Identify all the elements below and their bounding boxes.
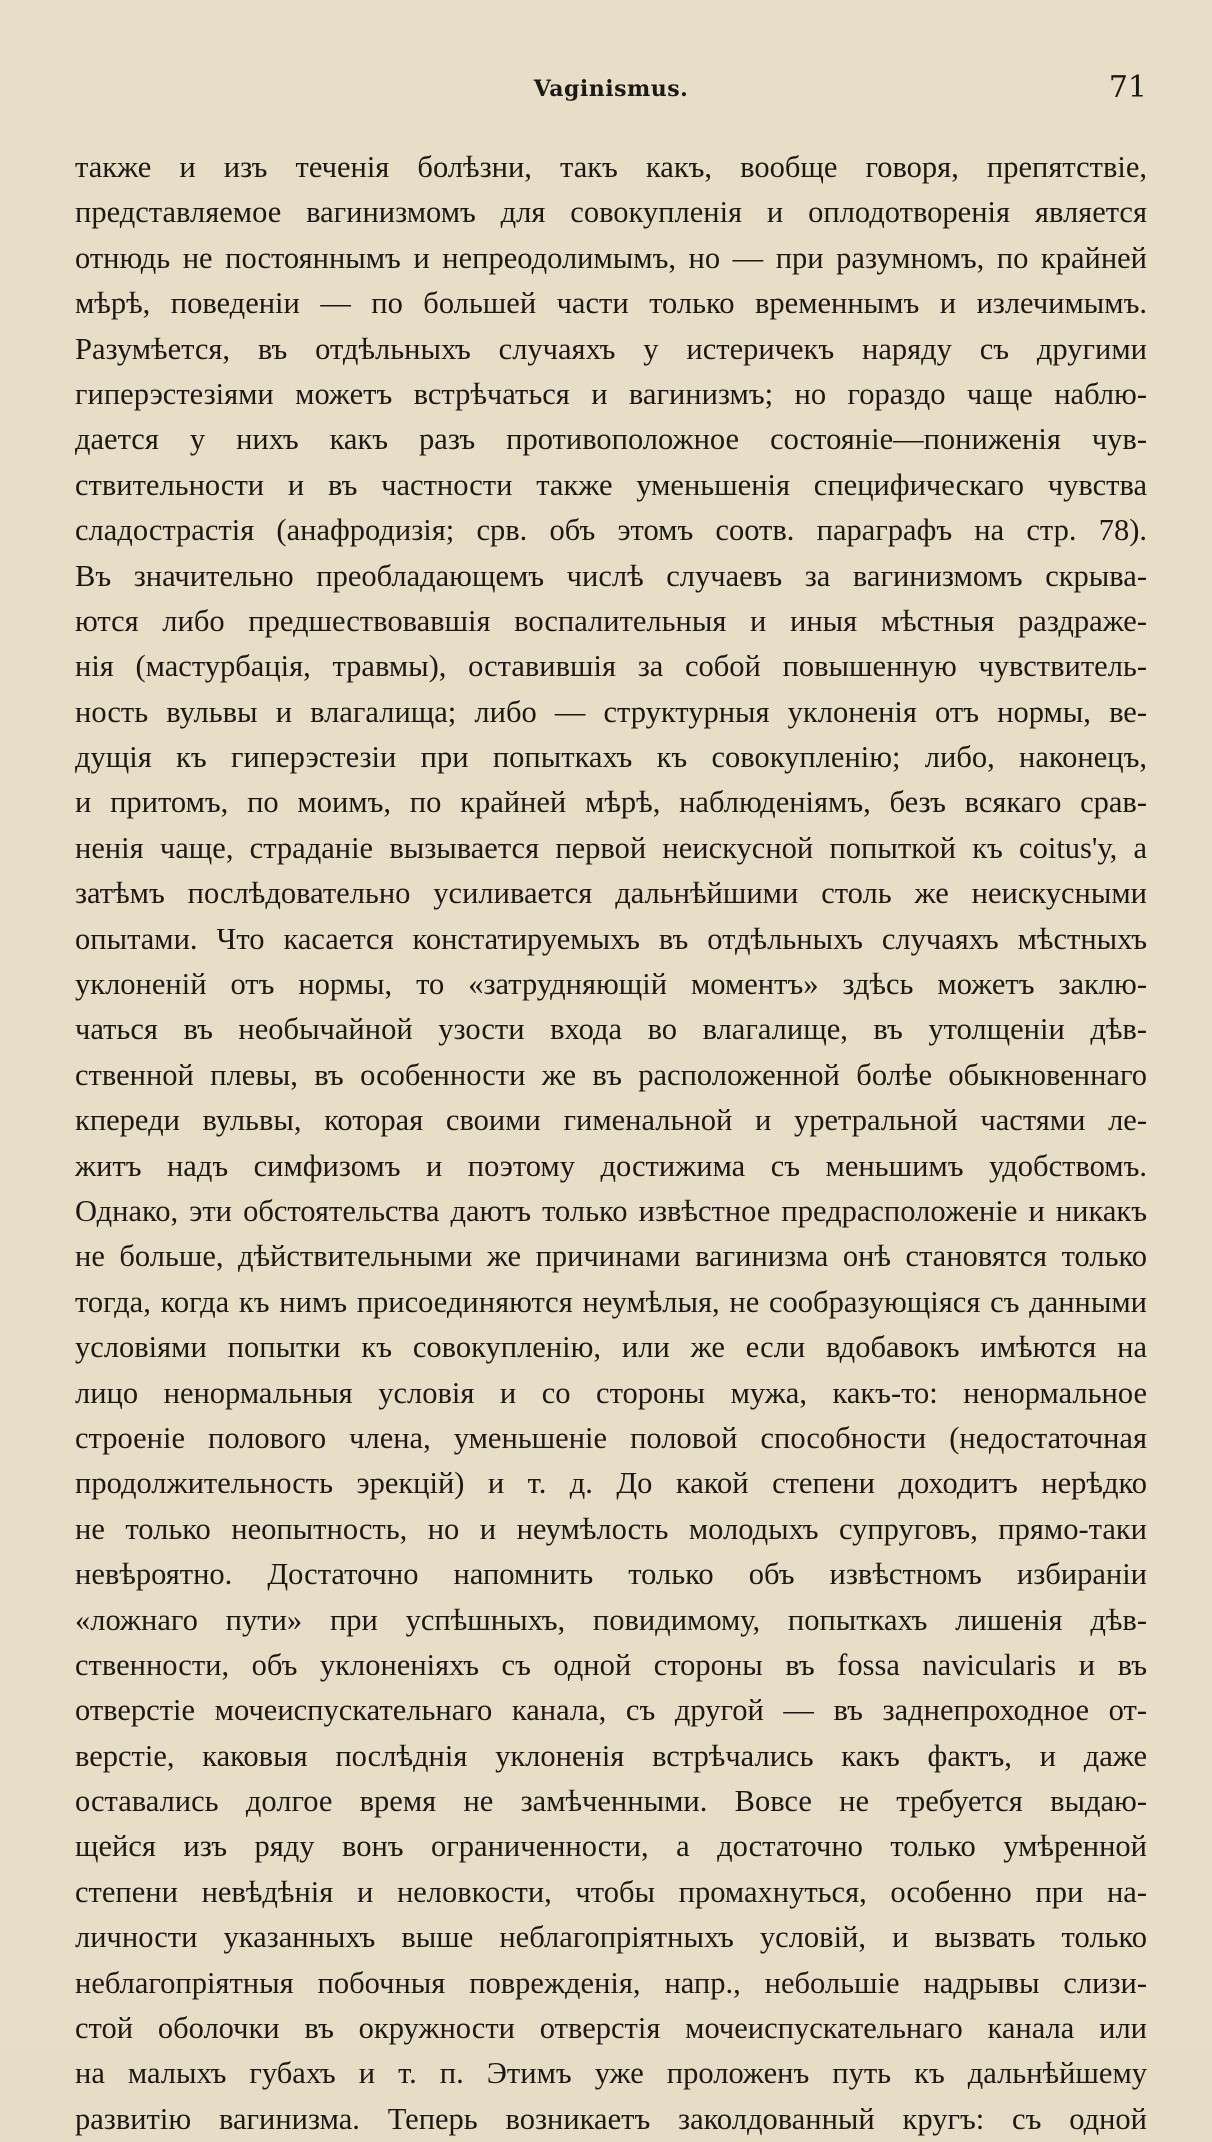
text-line: тогда, когда къ нимъ присоединяются неумѣлыя, не сообразующіяся съ данными xyxy=(75,1284,1147,1319)
text-line: затѣмъ послѣдовательно усиливается дальнѣйшими столь же неискусными xyxy=(75,876,1147,911)
text-line: гиперэстезіями можетъ встрѣчаться и вагинизмъ; но гораздо чаще наблю- xyxy=(75,376,1147,411)
text-line: отверстіе мочеиспускательнаго канала, съ другой — въ заднепроходное от- xyxy=(75,1693,1147,1728)
text-line: строеніе полового члена, уменьшеніе половой способности (недостаточная xyxy=(75,1420,1147,1455)
text-line: не больше, дѣйствительными же причинами вагинизма онѣ становятся только xyxy=(75,1239,1147,1274)
page-header xyxy=(75,70,1147,120)
text-line: ствительности и въ частности также уменьшенія специфическаго чувства xyxy=(75,467,1147,502)
text-line: Однако, эти обстоятельства даютъ только извѣстное предрасположеніе и никакъ xyxy=(75,1193,1147,1228)
text-line: развитію вагинизма. Теперь возникаетъ заколдованный кругъ: съ одной xyxy=(75,2101,1147,2136)
text-line: ственности, объ уклоненіяхъ съ одной стороны въ fossa navicularis и въ xyxy=(75,1647,1147,1682)
text-line: лицо ненормальныя условія и со стороны мужа, какъ-то: ненормальное xyxy=(75,1375,1147,1410)
text-line: нія (мастурбація, травмы), оставившія за собой повышенную чувствитель- xyxy=(75,649,1147,684)
text-line: щейся изъ ряду вонъ ограниченности, а достаточно только умѣренной xyxy=(75,1829,1147,1864)
text-line: и притомъ, по моимъ, по крайней мѣрѣ, наблюденіямъ, безъ всякаго срав- xyxy=(75,785,1147,820)
text-line: неблагопріятныя побочныя поврежденія, напр., небольшіе надрывы слизи- xyxy=(75,1965,1147,2000)
text-line: условіями попытки къ совокупленію, или же если вдобавокъ имѣются на xyxy=(75,1330,1147,1365)
text-line: стой оболочки въ окружности отверстія мочеиспускательнаго канала или xyxy=(75,2011,1147,2046)
text-line: ются либо предшествовавшія воспалительныя и иныя мѣстныя раздраже- xyxy=(75,603,1147,638)
text-line: представляемое вагинизмомъ для совокупленія и оплодотворенія является xyxy=(75,195,1147,230)
text-line: ность вульвы и влагалища; либо — структурныя уклоненія отъ нормы, ве- xyxy=(75,694,1147,729)
text-line: уклоненій отъ нормы, то «затрудняющій моментъ» здѣсь можетъ заклю- xyxy=(75,967,1147,1002)
text-line: ненія чаще, страданіе вызывается первой неискусной попыткой къ coitus'у, а xyxy=(75,830,1147,865)
text-line: невѣроятно. Достаточно напомнить только объ извѣстномъ избираніи xyxy=(75,1557,1147,1592)
text-line: личности указанныхъ выше неблагопріятныхъ условій, и вызвать только xyxy=(75,1920,1147,1955)
text-line: ственной плевы, въ особенности же въ расположенной болѣе обыкновеннаго xyxy=(75,1057,1147,1092)
running-head: Vaginismus. xyxy=(533,76,689,102)
text-line: «ложнаго пути» при успѣшныхъ, повидимому, попыткахъ лишенія дѣв- xyxy=(75,1602,1147,1637)
text-line: не только неопытность, но и неумѣлость молодыхъ супруговъ, прямо-таки xyxy=(75,1511,1147,1546)
text-line: продолжительность эрекцій) и т. д. До какой степени доходитъ нерѣдко xyxy=(75,1466,1147,1501)
text-line: дается у нихъ какъ разъ противоположное состояніе—пониженія чув- xyxy=(75,422,1147,457)
text-line: чаться въ необычайной узости входа во влагалище, въ утолщеніи дѣв- xyxy=(75,1012,1147,1047)
text-line: отнюдь не постояннымъ и непреодолимымъ, но — при разумномъ, по крайней xyxy=(75,240,1147,275)
text-line: степени невѣдѣнія и неловкости, чтобы промахнуться, особенно при на- xyxy=(75,1874,1147,1909)
text-line: дущія къ гиперэстезіи при попыткахъ къ совокупленію; либо, наконецъ, xyxy=(75,740,1147,775)
text-line: Разумѣется, въ отдѣльныхъ случаяхъ у истеричекъ наряду съ другими xyxy=(75,331,1147,366)
text-line: кпереди вульвы, которая своими гименальной и уретральной частями ле- xyxy=(75,1103,1147,1138)
text-line: Въ значительно преобладающемъ числѣ случаевъ за вагинизмомъ скрыва- xyxy=(75,558,1147,593)
text-line: опытами. Что касается констатируемыхъ въ отдѣльныхъ случаяхъ мѣстныхъ xyxy=(75,921,1147,956)
text-line: верстіе, каковыя послѣднія уклоненія встрѣчались какъ фактъ, и даже xyxy=(75,1738,1147,1773)
text-line: также и изъ теченія болѣзни, такъ какъ, вообще говоря, препятствіе, xyxy=(75,150,1147,184)
text-line: оставались долгое время не замѣченными. Вовсе не требуется выдаю- xyxy=(75,1784,1147,1819)
text-line: на малыхъ губахъ и т. п. Этимъ уже проложенъ путь къ дальнѣйшему xyxy=(75,2056,1147,2091)
body-text xyxy=(75,145,1147,2142)
text-line: житъ надъ симфизомъ и поэтому достижима съ меньшимъ удобствомъ. xyxy=(75,1148,1147,1183)
text-line: сладострастія (анафродизія; срв. объ этомъ соотв. параграфъ на стр. 78). xyxy=(75,513,1147,548)
page-number: 71 xyxy=(1108,70,1147,105)
text-line: мѣрѣ, поведеніи — по большей части только временнымъ и излечимымъ. xyxy=(75,286,1147,321)
